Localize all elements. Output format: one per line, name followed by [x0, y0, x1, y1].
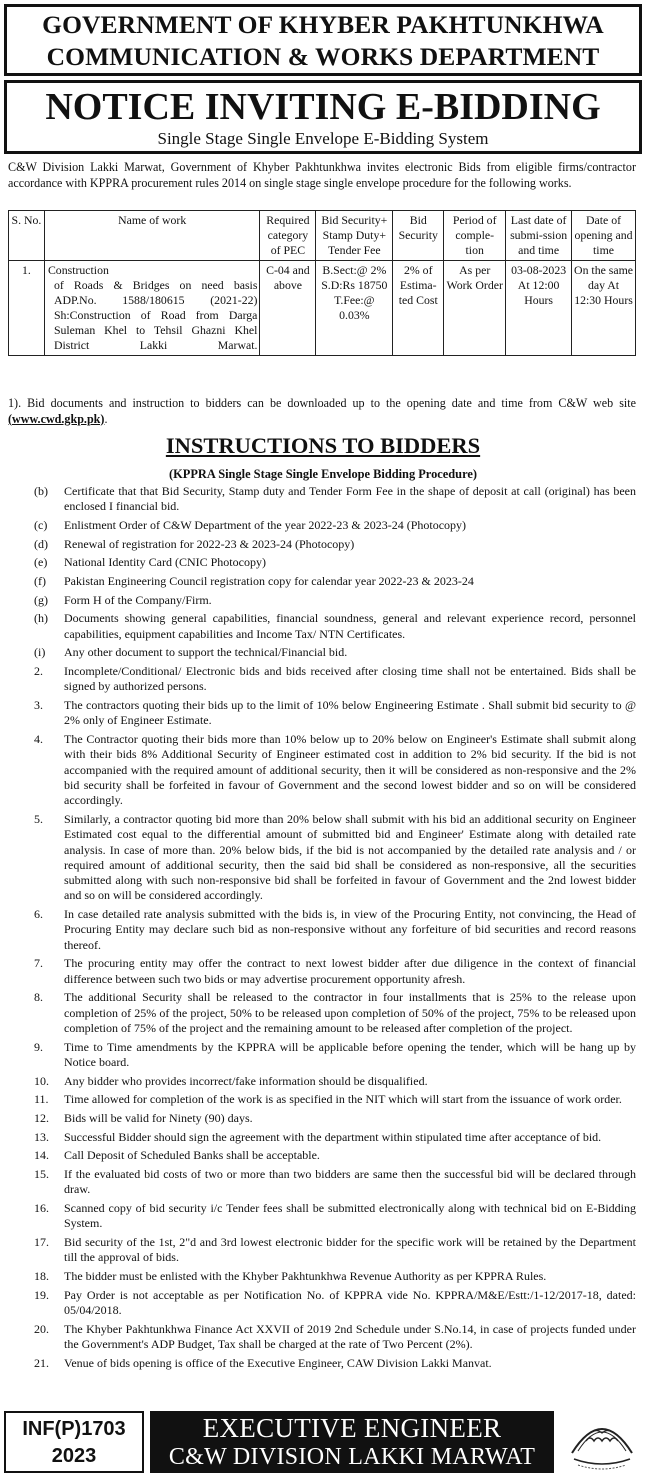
item-number: 16. [34, 1201, 49, 1216]
cell-category: C-04 and above [260, 261, 316, 356]
item-number: 10. [34, 1073, 49, 1088]
list-item [8, 574, 636, 589]
inf-box [4, 1411, 144, 1473]
item-text: Successful Bidder should sign the agreement with the department within stipulated time after acceptance of bid. [64, 1129, 602, 1144]
download-note [8, 396, 636, 427]
item-number: (f) [34, 574, 46, 589]
item-text: Certificate that that Bid Security, Stamp duty and Tender Form Fee in the shape of deposit at call (original) has been enclosed I financial bid. [64, 484, 636, 514]
instructions-list [8, 484, 636, 1374]
item-number: 11. [34, 1092, 49, 1107]
notice-title-box [4, 80, 642, 154]
list-item [8, 1148, 636, 1163]
item-number: 21. [34, 1355, 49, 1370]
item-text: Bid security of the 1st, 2"d and 3rd lowest electronic bidder for the specific work will be retained by the Department till the approval of bids. [64, 1235, 636, 1265]
item-number: 14. [34, 1148, 49, 1163]
inf-number: INF(P)1703 [22, 1418, 126, 1440]
item-text: The procuring entity may offer the contract to next lowest bidder after due diligence in the context of financial difference between such two bids or may advertise procurement opportunity afresh. [64, 956, 636, 986]
item-text: The Contractor quoting their bids more than 10% below up to 20% below on Engineer's Estimate shall submit along with their bids 8% Additional Security of Engineer estimated cost in addition to 2% bid security. If the bid is not accompanied with the required amount of additional security, then it will be considered as non-responsive and the 2% bid security shall be forfeited in favour of Government and the second lowest bidder and so on will be considered accordingly. [64, 732, 636, 808]
item-number: 12. [34, 1111, 49, 1126]
list-item [8, 1130, 636, 1145]
item-text: Time to Time amendments by the KPPRA will be applicable before opening the tender, which will be hang up by Notice board. [64, 1039, 636, 1069]
list-item [8, 990, 636, 1036]
note-end: . [104, 411, 108, 426]
item-text: Any bidder who provides incorrect/fake information should be disqualified. [64, 1073, 428, 1088]
works-table [8, 210, 636, 356]
list-item [8, 537, 636, 552]
item-number: 2. [34, 664, 43, 679]
list-item [8, 518, 636, 533]
item-text: Similarly, a contractor quoting bid more than 20% below shall submit with his bid an additional security on Engineer Estimated cost equal to the differential amount of submitted bid and Engineer' Estimate along with detailed rate analysis. In case of more than. 20% below bids, if the bid is not accompanied by the detailed rate analysis and / or required amount of additional security, then the said bid shall be considered as non-responsive, all the securities submitted along with such non-responsive bid shall be forfeited in favour of Government and the 2nd lowest bidder and so on will be considered accordingly. [64, 811, 636, 903]
header-bid-security: Bid Security [393, 211, 444, 261]
item-number: 20. [34, 1321, 49, 1336]
cell-bid-security-stamp: B.Sect:@ 2% S.D:Rs 18750 T.Fee:@ 0.03% [316, 261, 393, 356]
item-number: 8. [34, 990, 43, 1005]
list-item [8, 1322, 636, 1353]
list-item [8, 1092, 636, 1107]
work-name-first: Construction [47, 263, 109, 277]
footer [4, 1411, 642, 1473]
cell-last-date: 03-08-2023 At 12:00 Hours [506, 261, 572, 356]
item-text: Time allowed for completion of the work is as specified in the NIT which will start from the issuance of work order. [64, 1092, 622, 1107]
cell-period: As per Work Order [444, 261, 506, 356]
list-item [8, 907, 636, 953]
executive-engineer-banner [150, 1411, 554, 1473]
instructions-title: INSTRUCTIONS TO BIDDERS [165, 433, 481, 458]
item-text: Form H of the Company/Firm. [64, 592, 212, 607]
item-text: Enlistment Order of C&W Department of the year 2022-23 & 2023-24 (Photocopy) [64, 517, 467, 532]
cell-opening: On the same day At 12:30 Hours [572, 261, 636, 356]
website-link[interactable]: (www.cwd.gkp.pk) [8, 411, 105, 426]
item-number: (d) [34, 536, 48, 551]
item-text: The Khyber Pakhtunkhwa Finance Act XXVII of 2019 2nd Schedule under S.No.14, in case of projects funded under the Government's ADP Budget, Tax shall be charged at the rate of Two Percent (2%). [64, 1321, 636, 1351]
item-number: 17. [34, 1235, 49, 1250]
anti-corruption-logo-icon [564, 1411, 640, 1473]
list-item [8, 664, 636, 695]
list-item [8, 698, 636, 729]
item-text: Bids will be valid for Ninety (90) days. [64, 1111, 253, 1126]
list-item [8, 1288, 636, 1319]
notice-subtitle: Single Stage Single Envelope E-Bidding System [157, 129, 489, 148]
item-text: Incomplete/Conditional/ Electronic bids and bids received after closing time shall not be entertained. Bids shall be signed by authorized persons. [64, 664, 636, 694]
header-name-of-work: Name of work [44, 211, 259, 261]
item-text: Scanned copy of bid security i/c Tender fees shall be submitted electronically along with technical bid on E-Bidding System. [64, 1201, 636, 1231]
list-item [8, 1074, 636, 1089]
list-item [8, 611, 636, 642]
note-text: 1). Bid documents and instruction to bidders can be downloaded up to the opening date and time from C&W web site [8, 396, 636, 410]
intro-paragraph: C&W Division Lakki Marwat, Government of Khyber Pakhtunkhwa invites electronic Bids from eligible firms/contractor accordance with KPPRA procurement rules 2014 on single stage single envelope procedure for the following works. [8, 160, 636, 190]
item-text: If the evaluated bid costs of two or more than two bidders are same then the successful bid will be declared through draw. [64, 1167, 636, 1197]
instructions-subtitle: (KPPRA Single Stage Single Envelope Bidding Procedure) [169, 467, 477, 481]
list-item [8, 1269, 636, 1284]
list-item [8, 1201, 636, 1232]
division-name: C&W DIVISION LAKKI MARWAT [168, 1444, 536, 1470]
item-text: Venue of bids opening is office of the Executive Engineer, CAW Division Lakki Manvat. [64, 1355, 492, 1370]
header-sno: S. No. [9, 211, 45, 261]
item-number: (h) [34, 611, 48, 626]
list-item [8, 645, 636, 660]
work-name-rest: of Roads & Bridges on need basis ADP.No. 1588/180615 (2021-22) Sh:Construction of Road from Darga Suleman Khel to Tehsil Ghazni Khel District Lakki Marwat. [53, 278, 258, 352]
item-text: Call Deposit of Scheduled Banks shall be acceptable. [64, 1148, 320, 1163]
item-number: (b) [34, 484, 48, 498]
item-number: 4. [34, 732, 43, 747]
table-header-row [9, 211, 636, 261]
list-item [8, 812, 636, 904]
list-item [8, 956, 636, 987]
list-item [8, 593, 636, 608]
header-period: Period of comple-tion [444, 211, 506, 261]
header-opening: Date of opening and time [572, 211, 636, 261]
cell-sno: 1. [9, 261, 45, 356]
header-bid-security-stamp: Bid Security+ Stamp Duty+ Tender Fee [316, 211, 393, 261]
department-header [4, 4, 642, 76]
header-last-date: Last date of submi-ssion and time [506, 211, 572, 261]
list-item [8, 484, 636, 515]
government-title: GOVERNMENT OF KHYBER PAKHTUNKHWA [42, 10, 604, 39]
item-text: National Identity Card (CNIC Photocopy) [64, 555, 266, 570]
item-text: Renewal of registration for 2022-23 & 2023-24 (Photocopy) [64, 536, 355, 551]
notice-title: NOTICE INVITING E-BIDDING [45, 86, 601, 128]
list-item [8, 1356, 636, 1371]
item-text: Any other document to support the technical/Financial bid. [64, 645, 348, 660]
item-text: The bidder must be enlisted with the Khyber Pakhtunkhwa Revenue Authority as per KPPRA Rules. [64, 1269, 547, 1284]
item-text: In case detailed rate analysis submitted with the bids is, in view of the Procuring Entity, not convincing, the Head of Procuring Entity may declare such bid as non-responsive without any forfeiture of bid securities and record reasons thereof. [64, 907, 636, 952]
list-item [8, 555, 636, 570]
header-category: Required category of PEC [260, 211, 316, 261]
executive-engineer-title: EXECUTIVE ENGINEER [202, 1413, 502, 1443]
table-row [9, 261, 636, 356]
item-number: 6. [34, 907, 43, 922]
item-text: Pay Order is not acceptable as per Notification No. of KPPRA vide No. KPPRA/M&E/Estt:/1-12/2017-18, dated: 05/04/2018. [64, 1287, 636, 1318]
item-number: 3. [34, 698, 43, 713]
list-item [8, 732, 636, 808]
item-number: 9. [34, 1039, 43, 1054]
item-text: The contractors quoting their bids up to the limit of 10% below Engineering Estimate . Shall submit bid security to @ 2% only of Engineer Estimate. [64, 698, 636, 728]
cell-bid-security: 2% of Estima-ted Cost [393, 261, 444, 356]
department-title: COMMUNICATION & WORKS DEPARTMENT [46, 42, 600, 71]
item-number: (c) [34, 517, 48, 532]
item-number: (g) [34, 592, 48, 607]
item-number: 18. [34, 1269, 49, 1284]
item-number: 15. [34, 1167, 49, 1182]
list-item [8, 1167, 636, 1198]
inf-year: 2023 [51, 1445, 97, 1467]
list-item [8, 1111, 636, 1126]
item-text: Pakistan Engineering Council registration copy for calendar year 2022-23 & 2023-24 [64, 574, 474, 589]
list-item [8, 1040, 636, 1071]
item-number: (i) [34, 645, 46, 660]
item-text: The additional Security shall be released to the contractor in four installments that is 25% to the release upon completion of 25% of the project, 50% to be released upon completion of 50% of the project, 75% to be released upon completion of 75% of the project and the remaining amount to be released after completion of the project. [64, 990, 636, 1035]
list-item [8, 1235, 636, 1266]
item-number: 5. [34, 811, 43, 826]
item-number: 13. [34, 1129, 49, 1144]
item-text: Documents showing general capabilities, financial soundness, general and relevant experience record, personnel capabilities, equipment capabilities and Income Tax/ NTN Certificates. [64, 611, 636, 641]
item-number: (e) [34, 555, 48, 570]
item-number: 7. [34, 956, 43, 971]
cell-name-of-work [44, 261, 259, 356]
item-number: 19. [34, 1287, 49, 1302]
